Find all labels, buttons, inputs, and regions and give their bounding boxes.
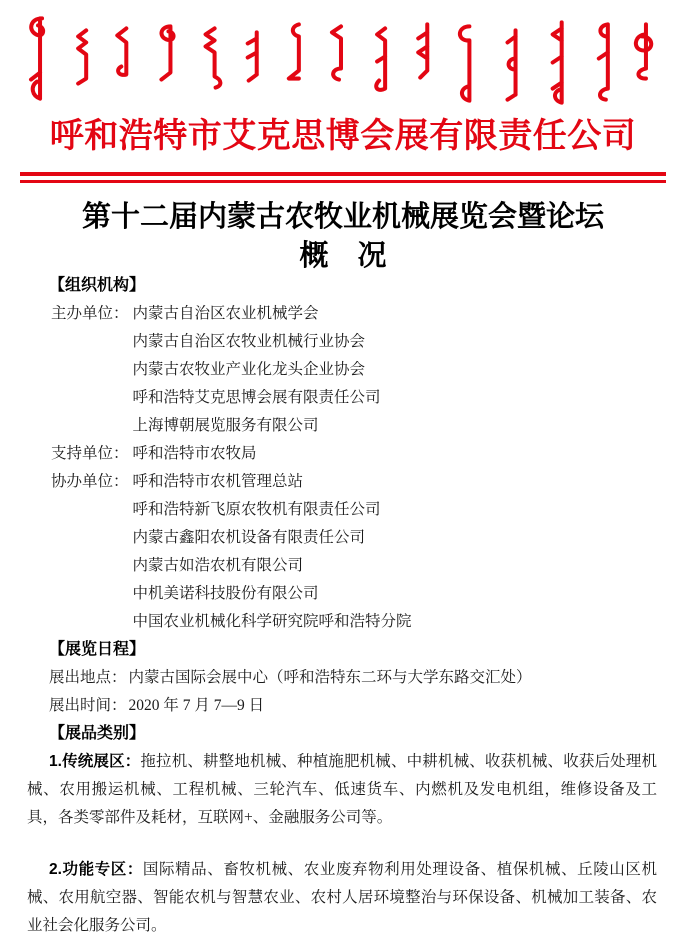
mongolian-script-icon — [28, 12, 660, 108]
category-paragraph-functional — [27, 856, 657, 940]
org-values — [133, 468, 412, 636]
org-label: 协办单位： — [51, 473, 129, 490]
schedule-label: 展出时间： — [49, 697, 127, 714]
section-heading-categories: 【展品类别】 — [49, 725, 146, 742]
org-group-hosts — [0, 300, 686, 440]
document-title: 第十二届内蒙古农牧业机械展览会暨论坛 — [81, 201, 604, 233]
schedule-row-location — [49, 664, 686, 692]
category-lead: 1.传统展区： — [49, 753, 141, 770]
schedule-row-time — [49, 692, 686, 720]
org-item: 上海博朝展览服务有限公司 — [132, 417, 319, 434]
org-item: 内蒙古农牧业产业化龙头企业协会 — [132, 361, 366, 378]
org-item: 呼和浩特市农机管理总站 — [132, 473, 304, 490]
letterhead-divider — [20, 172, 666, 183]
org-values — [133, 440, 257, 468]
org-group-coorganizers — [0, 468, 686, 636]
section-heading-organization: 【组织机构】 — [49, 277, 146, 294]
document-body — [0, 272, 686, 940]
category-lead: 2.功能专区： — [49, 861, 143, 878]
org-item: 呼和浩特艾克思博会展有限责任公司 — [132, 389, 381, 406]
company-name: 呼和浩特市艾克思博会展有限责任公司 — [49, 117, 637, 155]
org-item: 内蒙古鑫阳农机设备有限责任公司 — [132, 529, 366, 546]
org-item: 呼和浩特新飞原农牧机有限责任公司 — [132, 501, 381, 518]
category-paragraph-traditional — [27, 748, 657, 832]
category-text: 国际精品、畜牧机械、农业废弃物利用处理设备、植保机械、丘陵山区机械、农用航空器、智能农机与智慧农业、农村人居环境整治与环保设备、机械加工装备、农业社会化服务公司。 — [27, 861, 657, 934]
section-heading-schedule: 【展览日程】 — [49, 641, 146, 658]
org-item: 内蒙古自治区农业机械学会 — [132, 305, 319, 322]
org-item: 内蒙古自治区农牧业机械行业协会 — [132, 333, 366, 350]
org-item: 中机美诺科技股份有限公司 — [132, 585, 319, 602]
category-text: 拖拉机、耕整地机械、种植施肥机械、中耕机械、收获机械、收获后处理机械、农用搬运机械、工程机械、三轮汽车、低速货车、内燃机及发电机组，维修设备及工具，各类零部件及耗材，互联网+、金融服务公司等。 — [27, 753, 657, 826]
org-item: 呼和浩特市农牧局 — [132, 445, 257, 462]
document-subtitle: 概 况 — [299, 240, 387, 272]
schedule-label: 展出地点： — [49, 669, 127, 686]
org-label: 支持单位： — [51, 445, 129, 462]
org-label: 主办单位： — [51, 305, 129, 322]
schedule-value: 内蒙古国际会展中心（呼和浩特东二环与大学东路交汇处） — [128, 669, 532, 686]
mongolian-script-glyphs — [28, 12, 660, 108]
schedule-value: 2020 年 7 月 7—9 日 — [128, 697, 265, 714]
org-item: 中国农业机械化科学研究院呼和浩特分院 — [132, 613, 412, 630]
org-item: 内蒙古如浩农机有限公司 — [132, 557, 304, 574]
org-values — [133, 300, 381, 440]
org-group-supporters — [0, 440, 686, 468]
